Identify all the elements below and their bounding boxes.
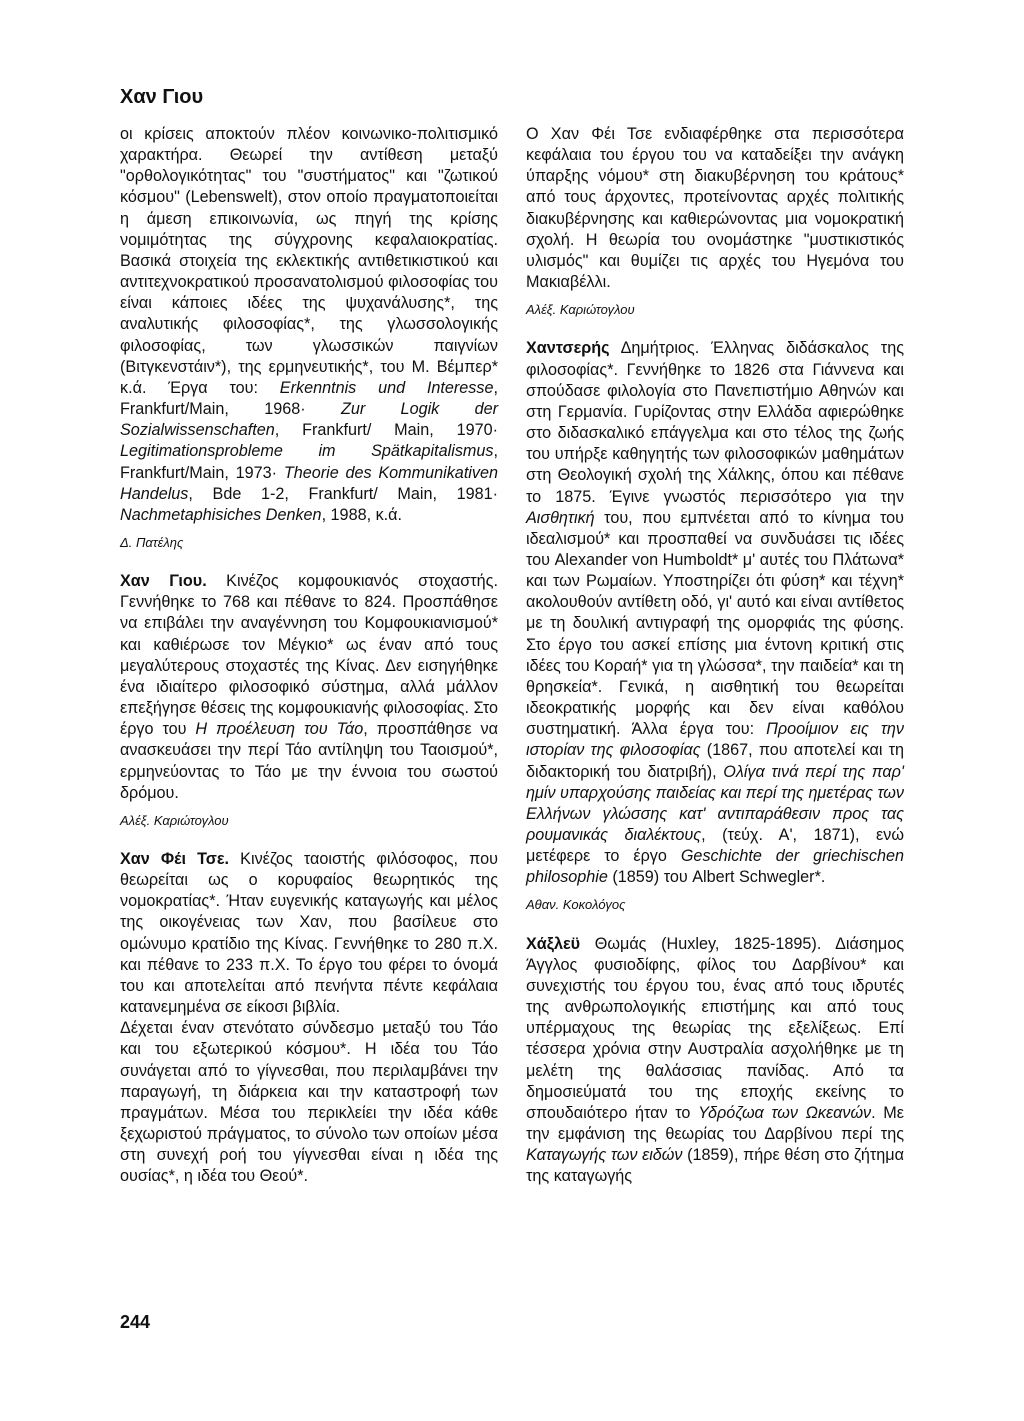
entry-text: Κινέζος ταοιστής φιλόσοφος, που θεωρείται ως ο κορυφαίος θεωρητικός της νομοκρατίας*. Ήταν ευγενικής καταγωγής και μέλος της οικογένειας των Χαν, που βασίλευε στο ομώνυμο κρατίδιο της Κίνας. Γεννήθηκε το 280 π.Χ. και πέθανε το 233 π.Χ. Το έργο του φέρει το όνομά του και αποτελείται από πενήντα πέντε κεφάλαια κατανεμημένα σε είκοσι βιβλία. [120,850,498,1017]
work-details: , Frankfurt/Main, 1973· [120,442,498,482]
work-details: , Frankfurt/ Main, 1970· [274,421,498,440]
huxley-entry [526,934,904,1188]
entry-text: , προσπάθησε να ανασκευάσει την περί Τάο αντίληψη του Ταοισμού*, ερμηνεύοντας το Τάο με την έννοια του σωστού δρόμου. [120,720,498,802]
work-title: Legitimationsprobleme im Spätkapitalismus [120,442,494,461]
work-title: Zur Logik der Sozialwissenschaften [120,400,498,440]
chantseris-entry [526,338,904,888]
entry-text: (1867, που αποτελεί και τη διδακτορική του διατριβή), [526,741,904,781]
han-fei-tse-paragraph-2: Δέχεται έναν στενότατο σύνδεσμο μεταξύ του Τάο και του εξωτερικού κόσμου*. Η ιδέα του Τάο συνάγεται από το γίγνεσθαι, που περιλαμβάνει την παραγωγή, τη διάρκεια και την καταστροφή των πραγμάτων. Μέσα του περικλείει την ιδέα κάθε ξεχωριστού πράγματος, το σύνολο των οποίων μέσα στη συνεχή ροή του γίγνεσθαι είναι η ιδέα της ουσίας*, η ιδέα του Θεού*. [120,1019,498,1186]
entry-text: του, που εμπνέεται από το κίνημα του ιδεαλισμού* και προσπαθεί να συνδυάσει τις ιδέες του Alexander von Humboldt* μ' αυτές του Πλάτωνα* και των Ρωμαίων. Υποστηρίζει ότι φύση* και τέχνη* ακολουθούν αντίθετη οδό, γι' αυτό και είναι αντίθετος με τη δουλική αντιγραφή της ομορφιάς της φύσης. Στο έργο του ασκεί επίσης μια έντονη κριτική στις ιδέες του Κοραή* για τη γλώσσα*, την παιδεία* και τη θρησκεία*. Γενικά, η αισθητική του θεωρείται ιδεοκρατικής μορφής και δεν είναι καθόλου συστηματική. Άλλα έργα του: [526,508,904,739]
entry-text: . Με την εμφάνιση της θεωρίας του Δαρβίνου περί της [526,1103,904,1144]
han-yu-entry [120,571,498,804]
entry-headword: Χαν Φέι Τσε. [120,850,230,868]
right-column [526,124,904,1188]
work-title: Αισθητική [526,508,595,527]
entry-text: (1859), πήρε θέση στο ζήτημα της καταγωγής [526,1146,904,1186]
work-title: Erkenntnis und Interesse [279,378,494,397]
entry-text: , (τεύχ. Α', 1871), ενώ μετέφερε το έργο [526,826,904,866]
entry-headword: Χαν Γιου. [120,572,207,591]
han-fei-tse-entry [120,849,498,1018]
work-details: , 1988, κ.ά. [321,505,403,524]
page-number: 244 [120,1312,151,1332]
work-title: Theorie des Kommunikativen Handelus [120,463,499,503]
han-fei-tse-paragraph-3: Ο Χαν Φέι Τσε ενδιαφέρθηκε στα περισσότερα κεφάλαια του έργου του να καταδείξει την ανάγκη ύπαρξης νόμου* στη διακυβέρνηση του κράτους* από τους άρχοντες, προτείνοντας αρχές πολιτικής διακυβέρνησης και καθιερώνοντας μια νομοκρατική σχολή. Η θεωρία του ονομάστηκε "μυστικιστικός υλισμός" και θυμίζει τις αρχές του Ηγεμόνα του Μακιαβέλλι. [526,125,904,292]
work-title: Ολίγα τινά περί της παρ' ημίν υπαρχούσης παιδείας και περί της ημετέρας των Ελλήνων γλώσσης κατ' αντιπαράθεσιν προς τας ρουμανικάς διαλέκτους [526,762,904,844]
work-title: Η προέλευση του Τάο [195,720,364,739]
author-signature: Δ. Πατέλης [120,534,184,550]
entry-headword: Χαντσερής [526,339,610,358]
work-title: Nachmetaphisiches Denken [120,505,322,524]
work-title: Υδρόζωα των Ωκεανών [698,1103,872,1122]
entry-text: οι κρίσεις αποκτούν πλέον κοινωνικο-πολιτισμικό χαρακτήρα. Θεωρεί την αντίθεση μεταξύ "ορθολογικότητας" του "συστήματος" και "ζωτικού κόσμου" (Lebenswelt), στον οποίο πραγματοποιείται η άμεση επικοινωνία, ως πηγή της κρίσης νομιμότητας της σύγχρονης κεφαλαιοκρατίας. Βασικά στοιχεία της εκλεκτικής αντιθετικιστικού και αντιτεχνοκρατικού προσανατολισμού φιλοσοφίας του είναι κάποιες ιδέες της ψυχανάλυσης*, της αναλυτικής φιλοσοφίας*, της γλωσσολογικής φιλοσοφίας, των γλωσσικών παιγνίων (Βιτγκενστάιν*), της ερμηνευτικής*, του Μ. Βέμπερ* κ.ά. Έργα του: [120,125,498,397]
work-title: Προοίμιον εις την ιστορίαν της φιλοσοφίας [526,720,904,760]
work-details: , Bde 1-2, Frankfurt/ Main, 1981· [188,484,498,503]
running-head: Χαν Γιου [120,86,204,108]
author-signature: Αλέξ. Καριώτογλου [120,812,229,828]
entry-text: Θωμάς (Huxley, 1825-1895). Διάσημος Άγγλος φυσιοδίφης, φίλος του Δαρβίνου* και συνεχιστής του έργου του, ένας από τους ιδρυτές της ανθρωπολογικής επιστήμης και από τους υπέρμαχους της θεωρίας της εξελίξεως. Επί τέσσερα χρόνια στην Αυστραλία ασχολήθηκε με τη μελέτη της θαλάσσιας πανίδας. Από τα δημοσιεύματά του της εποχής εκείνης το σπουδαιότερο ήταν το [526,934,904,1122]
work-title: Geschichte der griechischen philosophie [526,847,904,887]
entry-text: (1859) του Albert Schwegler*. [607,868,826,887]
entry-text: Κινέζος κομφουκιανός στοχαστής. Γεννήθηκε το 768 και πέθανε το 824. Προσπάθησε να επιβάλει την αναγέννηση του Κομφουκιανισμού* και καθιέρωσε τον Μέγκιο* ως έναν από τους μεγαλύτερους στοχαστές της Κίνας. Δεν εισηγήθηκε ένα ιδιαίτερο φιλοσοφικό σύστημα, αλλά μάλλον επεξήγησε θέσεις της κομφουκιανής φιλοσοφίας. Στο έργο του [120,572,498,739]
work-details: , Frankfurt/Main, 1968· [120,378,498,419]
author-signature: Αλέξ. Καριώτογλου [526,302,635,318]
work-title: Καταγωγής των ειδών [526,1146,683,1165]
entry-text: Δημήτριος. Έλληνας διδάσκαλος της φιλοσοφίας*. Γεννήθηκε το 1826 στα Γιάννενα και σπούδασε φιλολογία στο Πανεπιστήμιο Αθηνών και στη Γερμανία. Γυρίζοντας στην Ελλάδα αφιερώθηκε στο διδασκαλικό επάγγελμα και στο τέλος της ζωής του υπήρξε καθηγητής των φιλοσοφικών μαθημάτων στη Θεολογική σχολή της Χάλκης, όπου και πέθανε το 1875. Έγινε γνωστός περισσότερο για την [526,339,904,506]
habermas-entry-continuation [120,124,498,526]
left-column [120,124,498,1188]
entry-headword: Χάξλεϋ [526,934,581,953]
author-signature: Αθαν. Κοκολόγος [526,897,626,913]
